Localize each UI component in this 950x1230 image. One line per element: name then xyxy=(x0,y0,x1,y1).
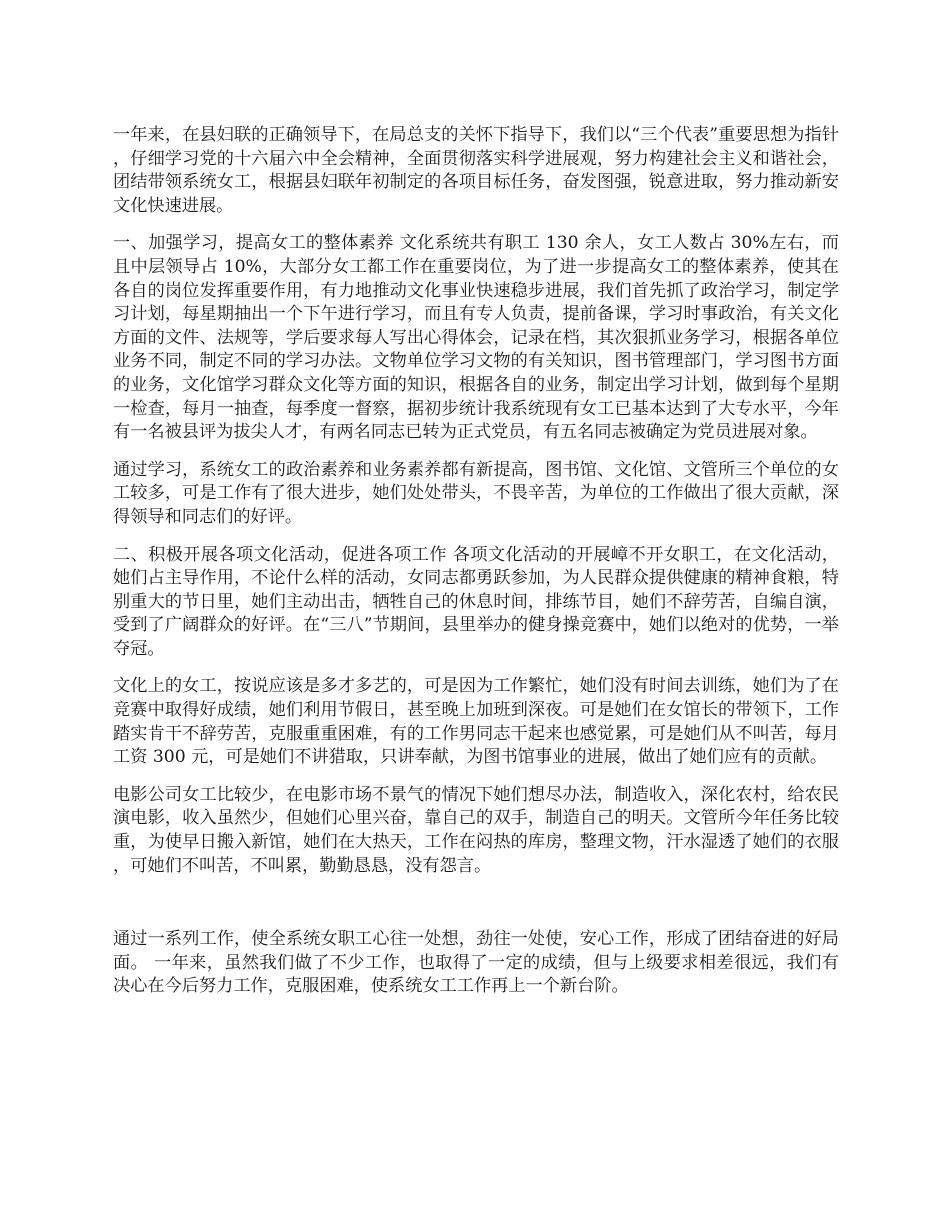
document-body xyxy=(113,124,839,1013)
paragraph-film-company: 电影公司女工比较少，在电影市场不景气的情况下她们想尽办法，制造收入，深化农村，给农民演电影，收入虽然少，但她们心里兴奋，靠自己的双手，制造自己的明天。文管所今年任务比较重，为使早日搬入新馆，她们在大热天，工作在闷热的库房，整理文物，汗水湿透了她们的衣服，可她们不叫苦，不叫累，勤勤恳恳，没有怨言。 xyxy=(113,784,839,876)
paragraph-study-results: 通过学习，系统女工的政治素养和业务素养都有新提高，图书馆、文化馆、文管所三个单位的女工较多，可是工作有了很大进步，她们处处带头，不畏辛苦，为单位的工作做出了很大贡献，深得领导和同志们的好评。 xyxy=(113,459,839,527)
paragraph-culture-women: 文化上的女工，按说应该是多才多艺的，可是因为工作繁忙，她们没有时间去训练，她们为了在竞赛中取得好成绩，她们利用节假日，甚至晚上加班到深夜。可是她们在女馆长的带领下，工作踏实肯干不辞劳苦，克服重重困难，有的工作男同志干起来也感觉累，可是她们从不叫苦，每月工资 300 元，可是她们不讲猎取，只讲奉献，为图书馆事业的进展，做出了她们应有的贡献。 xyxy=(113,676,839,768)
paragraph-intro: 一年来，在县妇联的正确领导下，在局总支的关怀下指导下，我们以“三个代表”重要思想为指针，仔细学习党的十六届六中全会精神，全面贯彻落实科学进展观，努力构建社会主义和谐社会，团结带领系统女工，根据县妇联年初制定的各项目标任务，奋发图强，锐意进取，努力推动新安文化快速进展。 xyxy=(113,125,839,216)
paragraph-section-one-study: 一、加强学习，提高女工的整体素养 文化系统共有职工 130 余人，女工人数占 30%左右，而且中层领导占 10%，大部分女工都工作在重要岗位，为了进一步提高女工的整体素养，使其在各自的岗位发挥重要作用，有力地推动文化事业快速稳步进展，我们首先抓了政治学习，制定学习计划，每星期抽出一个下午进行学习，而且有专人负责，提前备课，学习时事政治，有关文化方面的文件、法规等，学后要求每人写出心得体会，记录在档，其次狠抓业务学习，根据各单位业务不同，制定不同的学习办法。文物单位学习文物的有关知识，图书管理部门，学习图书方面的业务，文化馆学习群众文化等方面的知识，根据各自的业务，制定出学习计划，做到每个星期一检查，每月一抽查，每季度一督察，据初步统计我系统现有女工已基本达到了大专水平，今年有一名被县评为拔尖人才，有两名同志已转为正式党员，有五名同志被确定为党员进展对象。 xyxy=(113,233,839,443)
paragraph-conclusion: 通过一系列工作，使全系统女职工心往一处想，劲往一处使，安心工作，形成了团结奋进的好局面。 一年来，虽然我们做了不少工作，也取得了一定的成绩，但与上级要求相差很远，我们有决心在今后努力工作，克服困难，使系统女工工作再上一个新台阶。 xyxy=(113,929,839,997)
paragraph-section-two-activities: 二、积极开展各项文化活动，促进各项工作 各项文化活动的开展嶂不开女职工，在文化活动，她们占主导作用，不论什么样的活动，女同志都勇跃参加，为人民群众提供健康的精神食粮，特别重大的节日里，她们主动出击，牺牲自己的休息时间，排练节目，她们不辞劳苦，自编自演，受到了广阔群众的好评。在“三八”节期间，县里举办的健身操竞赛中，她们以绝对的优势，一举夺冠。 xyxy=(113,544,839,659)
paragraph-gap xyxy=(113,892,839,928)
